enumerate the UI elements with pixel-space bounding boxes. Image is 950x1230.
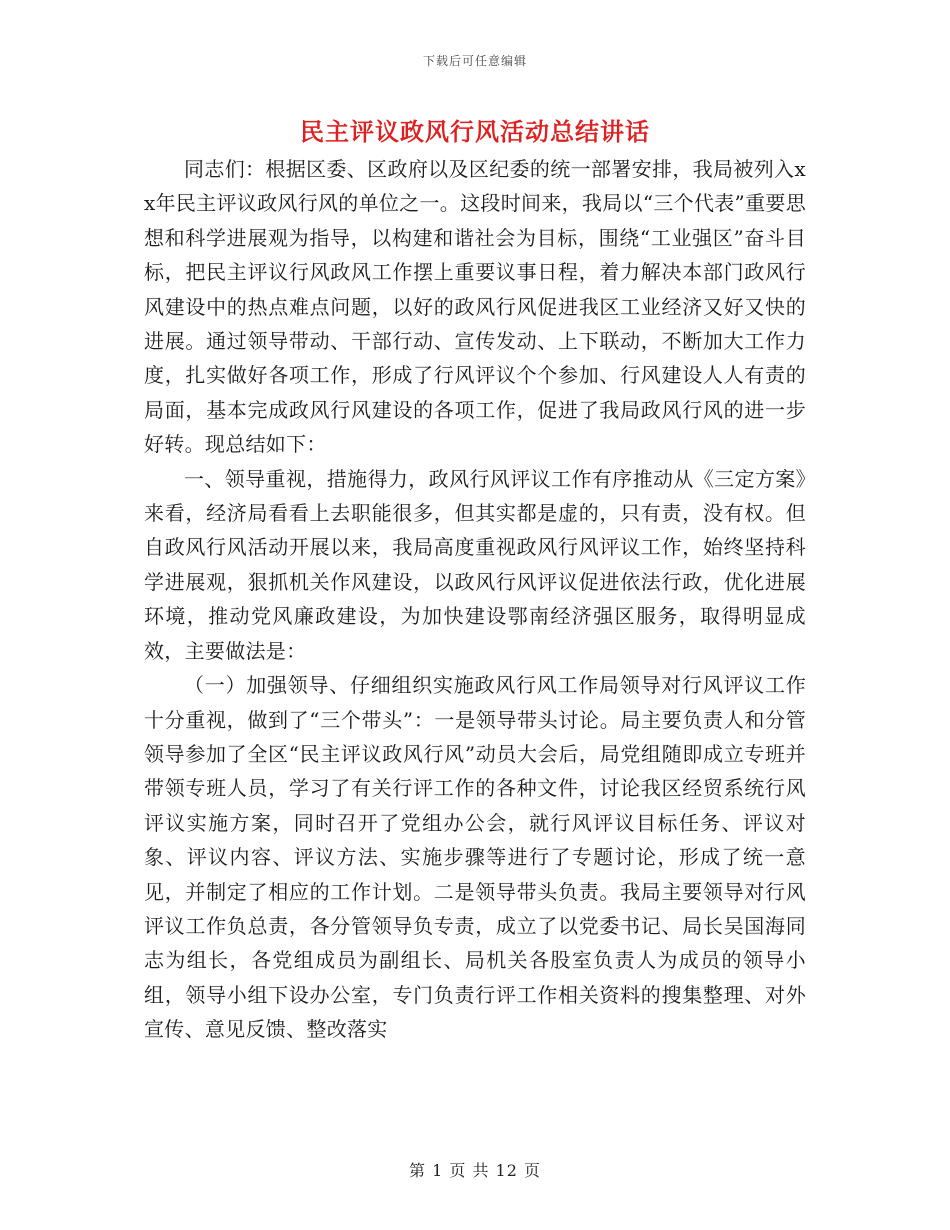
document-title: 民主评议政风行风活动总结讲话	[300, 117, 650, 146]
page-indicator: 第 1 页 共 12 页	[409, 1161, 541, 1180]
document-body	[144, 152, 806, 1047]
header-note: 下载后可任意编辑	[422, 54, 527, 68]
paragraph-intro: 同志们：根据区委、区政府以及区纪委的统一部署安排，我局被列入xx年民主评议政风行风的单位之一。这段时间来，我局以“三个代表”重要思想和科学进展观为指导，以构建和谐社会为目标，围绕“工业强区”奋斗目标，把民主评议行风政风工作摆上重要议事日程，着力解决本部门政风行风建设中的热点难点问题，以好的政风行风促进我区工业经济又好又快的进展。通过领导带动、干部行动、宣传发动、上下联动，不断加大工作力度，扎实做好各项工作，形成了行风评议个个参加、行风建设人人有责的局面，基本完成政风行风建设的各项工作，促进了我局政风行风的进一步好转。现总结如下：	[144, 157, 806, 457]
paragraph-subsection-one: （一）加强领导、仔细组织实施政风行风工作局领导对行风评议工作十分重视，做到了“三个带头”：一是领导带头讨论。局主要负责人和分管领导参加了全区“民主评议政风行风”动员大会后，局党组随即成立专班并带领专班人员，学习了有关行评工作的各种文件，讨论我区经贸系统行风评议实施方案，同时召开了党组办公会，就行风评议目标任务、评议对象、评议内容、评议方法、实施步骤等进行了专题讨论，形成了统一意见，并制定了相应的工作计划。二是领导带头负责。我局主要领导对行风评议工作负总责，各分管领导负专责，成立了以党委书记、局长吴国海同志为组长，各党组成员为副组长、局机关各股室负责人为成员的领导小组，领导小组下设办公室，专门负责行评工作相关资料的搜集整理、对外宣传、意见反馈、整改落实	[144, 673, 806, 1042]
paragraph-section-one: 一、领导重视，措施得力，政风行风评议工作有序推动从《三定方案》来看，经济局看看上去职能很多，但其实都是虚的，只有责，没有权。但自政风行风活动开展以来，我局高度重视政风行风评议工作，始终坚持科学进展观，狠抓机关作风建设，以政风行风评议促进依法行政，优化进展环境，推动党风廉政建设，为加快建设鄂南经济强区服务，取得明显成效，主要做法是：	[144, 466, 806, 663]
